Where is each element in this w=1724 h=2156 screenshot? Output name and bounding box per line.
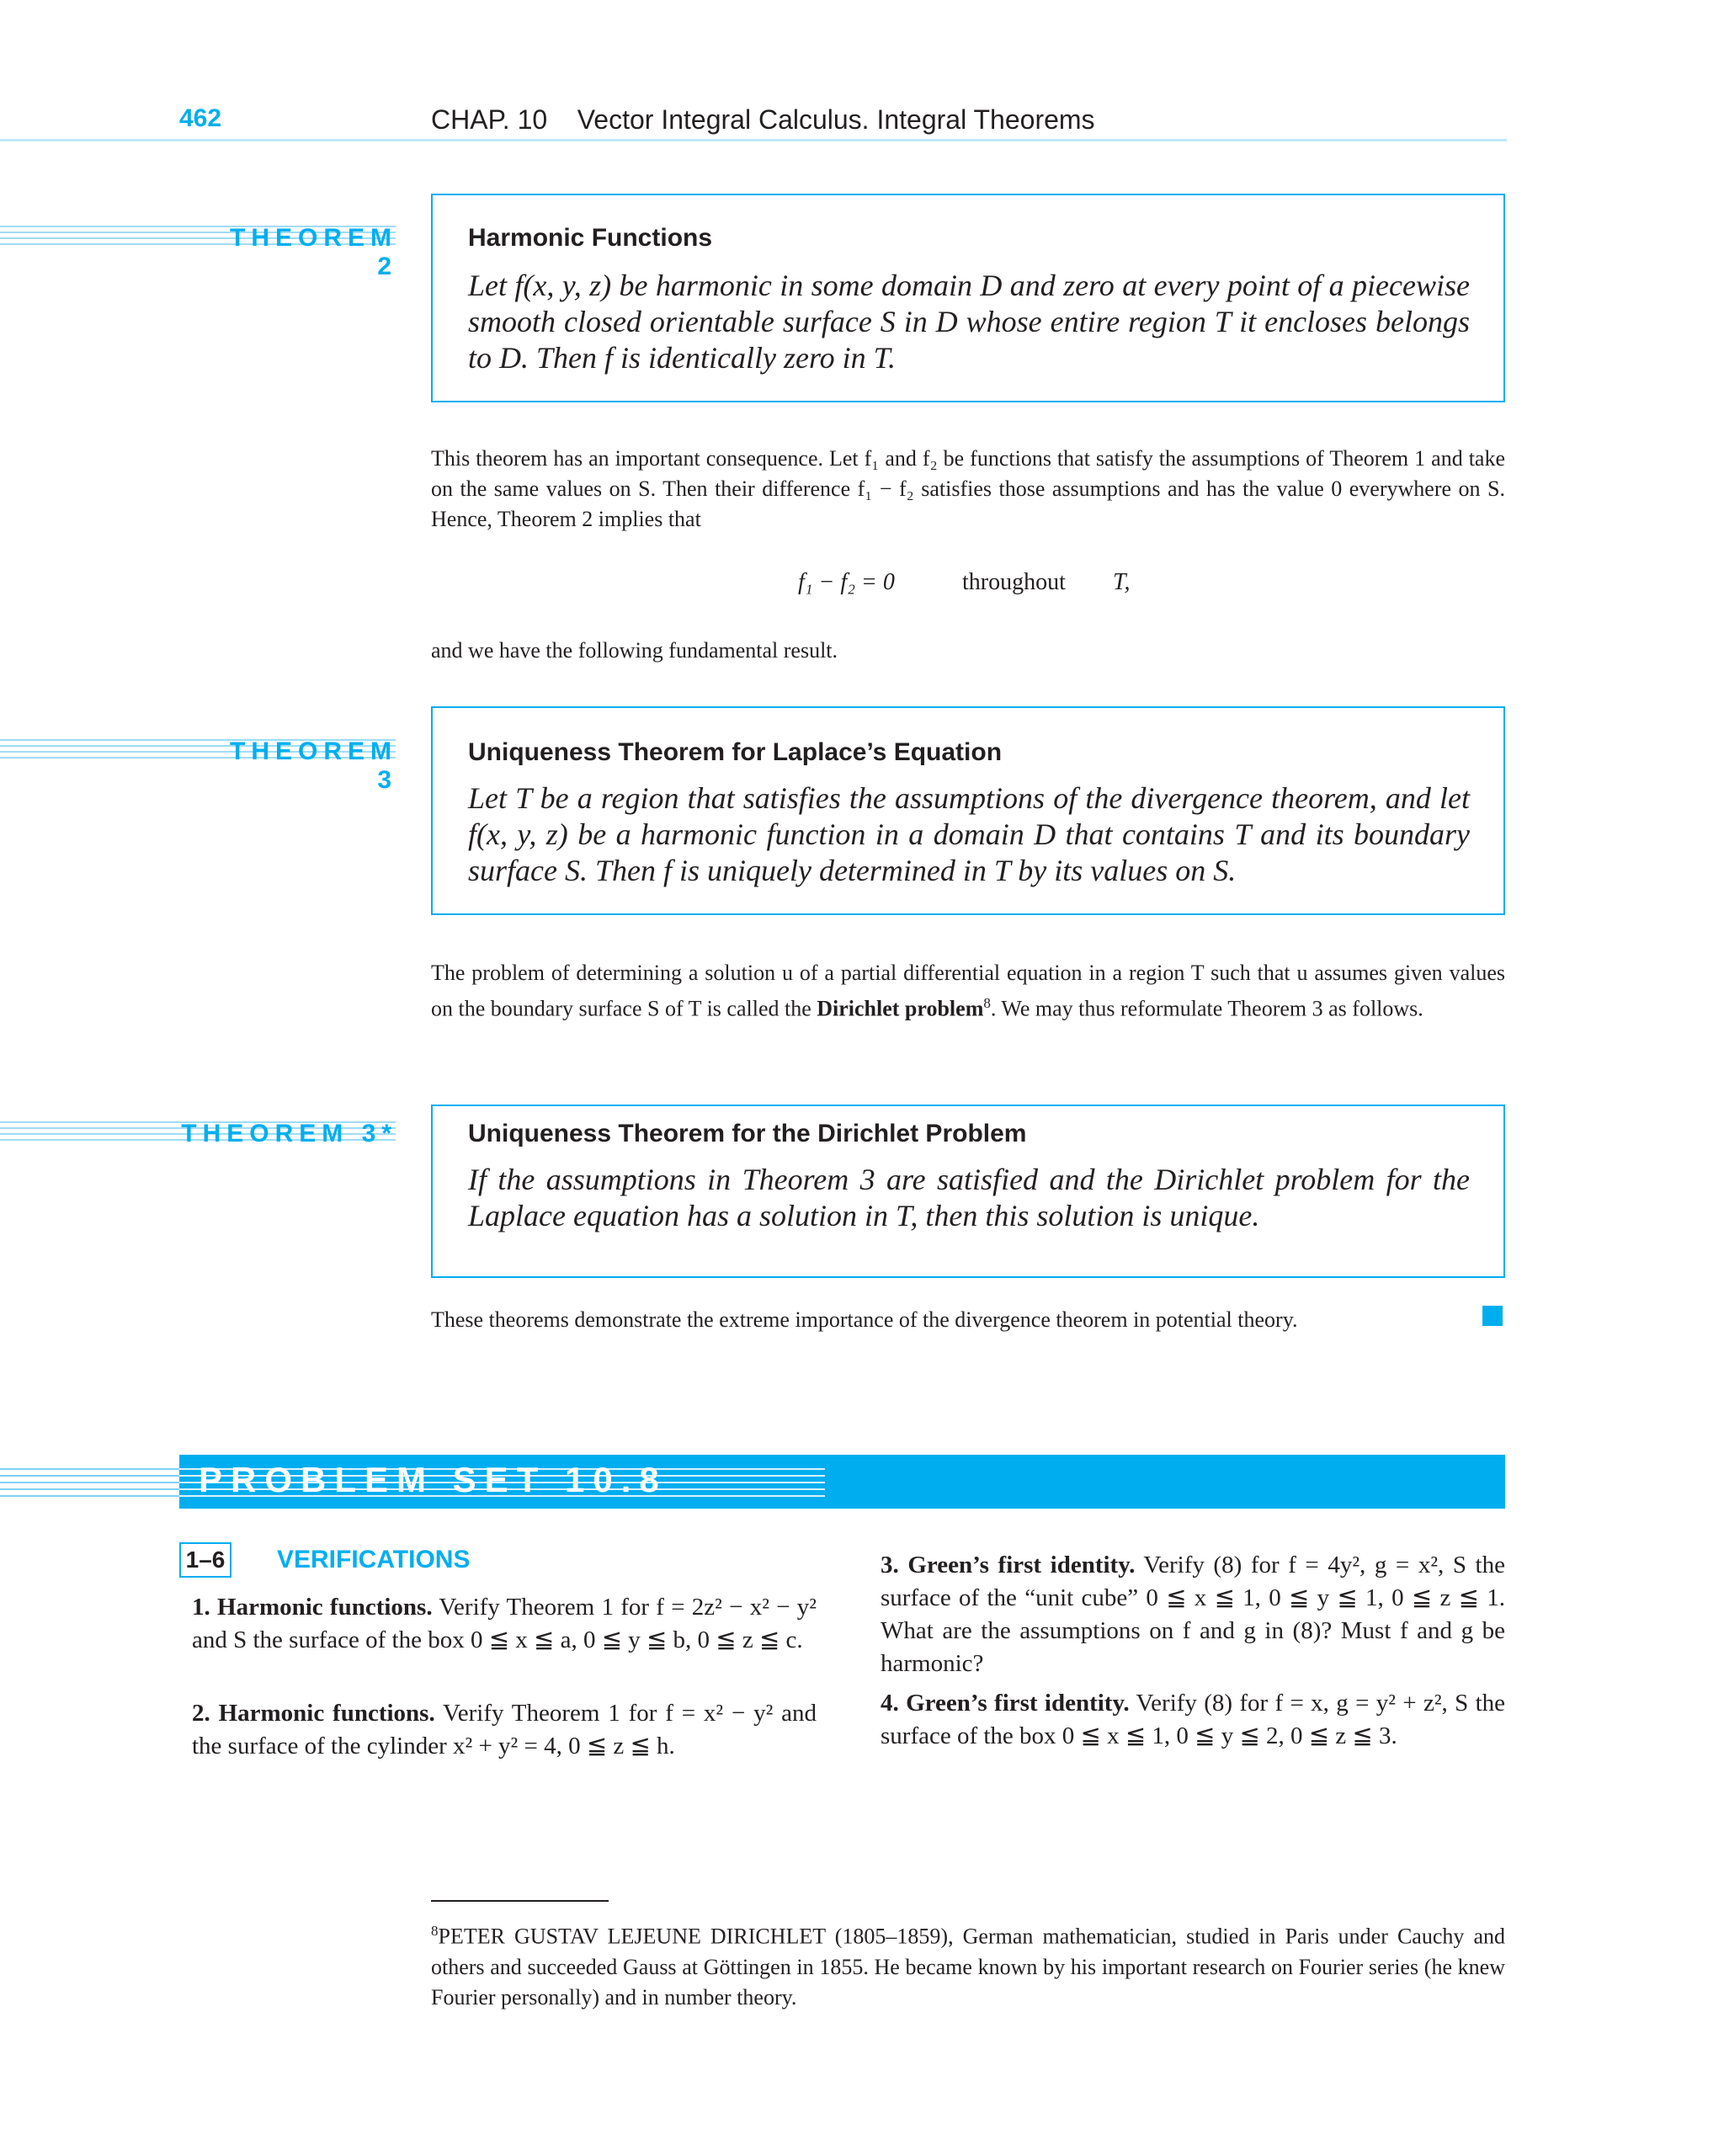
footnote-rule	[431, 1900, 609, 1902]
theorem-2-label: THEOREM 2	[230, 224, 397, 280]
problem-2-number: 2.	[192, 1700, 210, 1727]
paragraph-dirichlet-text-2: . We may thus reformulate Theorem 3 as follows.	[990, 996, 1423, 1021]
problem-set-decor-lines-left	[0, 1468, 181, 1502]
problem-4-heading: Green’s first identity.	[906, 1690, 1130, 1717]
theorem-2-title: Harmonic Functions	[468, 224, 713, 252]
problem-2-text: Verify Theorem 1 for f = x² − y² and the surface of the cylinder x² + y² = 4, 0 ≦ z ≦ h.	[192, 1700, 817, 1759]
equation-throughout: throughout	[962, 569, 1066, 595]
problem-1-number: 1.	[192, 1594, 210, 1621]
paragraph-importance: These theorems demonstrate the extreme importance of the divergence theorem in potential theory.	[431, 1307, 1298, 1332]
theorem-3star-label: THEOREM 3*	[181, 1120, 397, 1147]
theorem-2-box	[431, 194, 1505, 402]
theorem-2-body: Let f(x, y, z) be harmonic in some domain D and zero at every point of a piecewise smooth closed orientable surface S in D whose entire region T it encloses belongs to D. Then f is identically zero in T.	[468, 269, 1470, 375]
problem-1	[192, 1591, 817, 1657]
dirichlet-term: Dirichlet problem	[817, 996, 984, 1021]
problem-3-number: 3.	[881, 1552, 899, 1578]
problem-4-number: 4.	[881, 1690, 899, 1717]
equation-lhs: f₁ − f₂ = 0	[798, 569, 895, 595]
problem-1-heading: Harmonic functions.	[217, 1594, 433, 1621]
problem-2-heading: Harmonic functions.	[218, 1700, 435, 1727]
paragraph-dirichlet	[431, 958, 1505, 1025]
theorem-3-title: Uniqueness Theorem for Laplace’s Equation	[468, 738, 1003, 766]
page-number: 462	[179, 104, 222, 132]
end-of-proof-mark	[1482, 1306, 1503, 1326]
footnote	[431, 1916, 1505, 2013]
section-range-badge: 1–6	[179, 1542, 231, 1578]
problem-3	[881, 1549, 1505, 1680]
problem-3-text: Verify (8) for f = 4y², g = x², S the surface of the “unit cube” 0 ≦ x ≦ 1, 0 ≦ y ≦ 1, 0 ≦ z ≦ 1. What are the assumptions on f and g in (8)? Must f and g be harmonic?	[881, 1552, 1505, 1677]
problem-3-heading: Green’s first identity.	[907, 1552, 1136, 1578]
section-title: VERIFICATIONS	[277, 1546, 471, 1573]
paragraph-dirichlet-text-1: The problem of determining a solution u of a partial differential equation in a region T such that u assumes given values on the boundary surface S of T is called the	[431, 961, 1505, 1021]
problem-2	[192, 1697, 817, 1763]
header-rule	[0, 139, 1507, 141]
theorem-3star-title: Uniqueness Theorem for the Dirichlet Problem	[468, 1120, 1027, 1147]
theorem-3star-body: If the assumptions in Theorem 3 are satisfied and the Dirichlet problem for the Laplace equation has a solution in T, then this solution is unique.	[468, 1163, 1470, 1232]
equation-rhs: T,	[1113, 569, 1131, 595]
footnote-mark: 8	[983, 995, 991, 1011]
problem-set-title: PROBLEM SET 10.8	[199, 1460, 668, 1499]
theorem-3star-box	[431, 1105, 1505, 1278]
footnote-text: PETER GUSTAV LEJEUNE DIRICHLET (1805–1859), German mathematician, studied in Paris under Cauchy and others and succeeded Gauss at Göttingen in 1855. He became known by his important research on Fourier series (he knew Fourier personally) and in number theory.	[431, 1924, 1505, 2010]
paragraph-fundamental-result: and we have the following fundamental result.	[431, 638, 838, 663]
theorem-3-box	[431, 706, 1505, 915]
running-head: CHAP. 10 Vector Integral Calculus. Integral Theorems	[431, 104, 1095, 135]
footnote-number: 8	[431, 1923, 439, 1939]
problem-1-text: Verify Theorem 1 for f = 2z² − x² − y² and S the surface of the box 0 ≦ x ≦ a, 0 ≦ y ≦ b, 0 ≦ z ≦ c.	[192, 1594, 817, 1653]
theorem-3-label: THEOREM 3	[230, 737, 397, 794]
problem-4	[881, 1687, 1505, 1753]
problem-4-text: Verify (8) for f = x, g = y² + z², S the surface of the box 0 ≦ x ≦ 1, 0 ≦ y ≦ 2, 0 ≦ z ≦ 3.	[881, 1690, 1506, 1749]
theorem-3-body: Let T be a region that satisfies the assumptions of the divergence theorem, and let f(x, y, z) be a harmonic function in a domain D that contains T and its boundary surface S. Then f is uniquely determined in T by its values on S.	[468, 781, 1470, 887]
paragraph-consequence: This theorem has an important consequence. Let f₁ and f₂ be functions that satisfy the assumptions of Theorem 1 and take on the same values on S. Then their difference f₁ − f₂ satisfies those assumptions and has the value 0 everywhere on S. Hence, Theorem 2 implies that	[431, 446, 1505, 531]
